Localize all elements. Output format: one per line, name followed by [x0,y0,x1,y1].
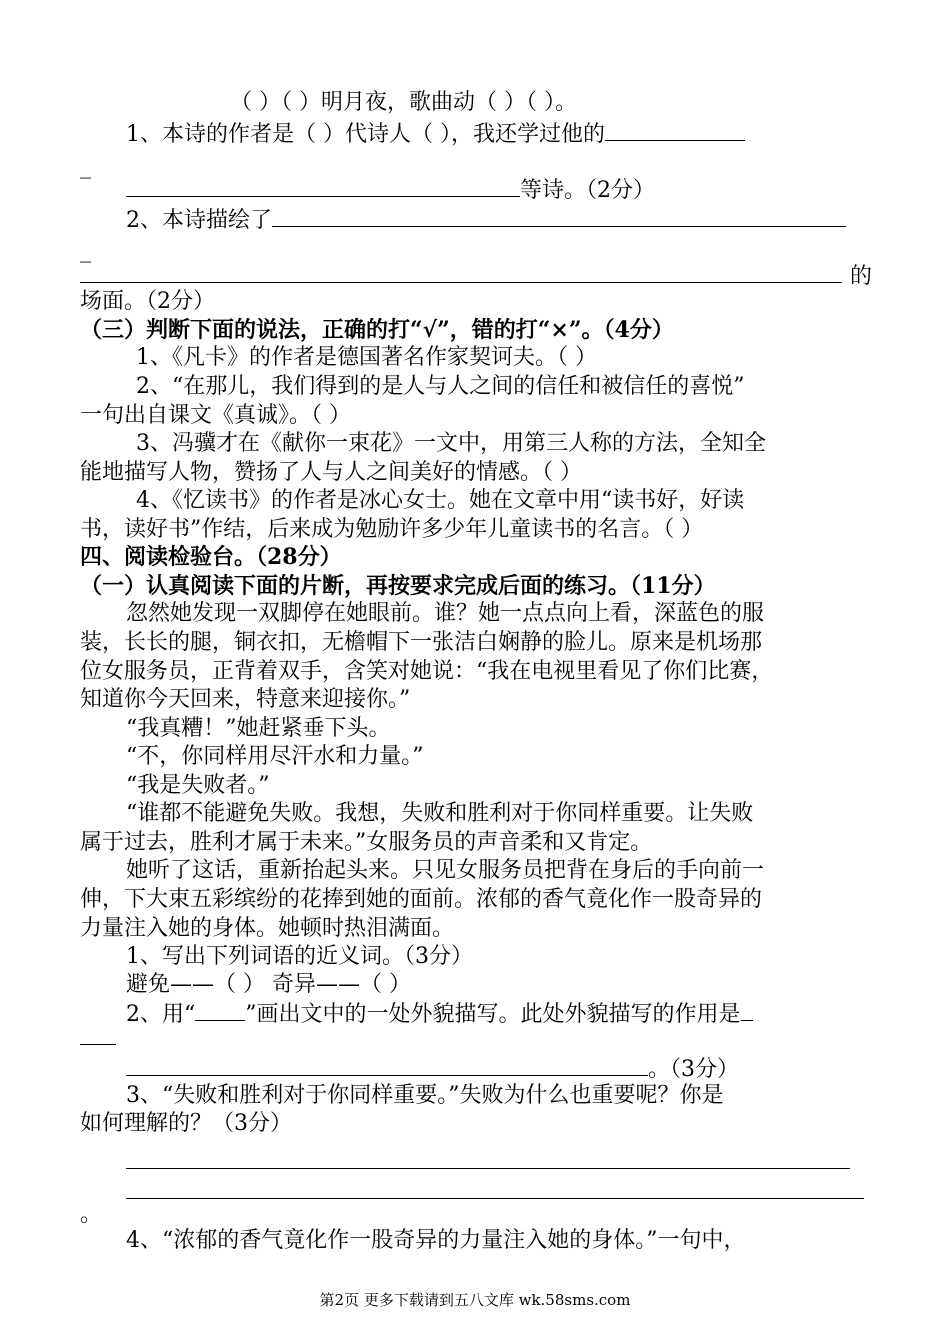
passage-line: “我是失败者。” [126,773,270,798]
wrap-mark [80,1022,880,1054]
passage-line: 她听了这话，重新抬起头来。只见女服务员把背在身后的手向前一 [126,858,765,883]
passage-line: 位女服务员，正背着双手，含笑对她说：“我在电视里看见了你们比赛， [80,659,774,684]
answer-blank[interactable] [605,118,745,141]
subsection-heading: （一）认真阅读下面的片断，再按要求完成后面的练习。（11分） [80,573,716,599]
judge-item-3-cont: 能地描写人物，赞扬了人与人之间美好的情感。（ ） [80,460,582,485]
passage-line: “不，你同样用尽汗水和力量。” [126,744,424,769]
reading-question-3: 3、“失败和胜利对于你同样重要。”失败为什么也重要呢？你是 [126,1083,724,1108]
question-2-end: 场面。（2分） [80,289,215,314]
answer-blank[interactable] [126,1176,864,1199]
judge-item-3: 3、冯骥才在《献你一束花》一文中，用第三人称的方法，全知全 [136,431,766,456]
passage-line: 知道你今天回来，特意来迎接你。” [80,687,411,712]
answer-blank[interactable] [741,998,753,1021]
page-footer: 第2页 更多下载请到五八文库 wk.58sms.com [319,1291,631,1309]
synonym-fill: 避免——（ ） 奇异——（ ） [126,972,411,997]
judge-item-4: 4、《忆读书》的作者是冰心女士。她在文章中用“读书好，好读 [136,488,745,513]
answer-blank[interactable] [126,1146,850,1169]
passage-line: 伸，下大束五彩缤纷的花捧到她的面前。浓郁的香气竟化作一股奇异的 [80,887,763,912]
wrap-mark: _ [80,154,91,179]
question-1: 1、本诗的作者是（ ）代诗人（ ），我还学过他的 [126,118,926,150]
judge-item-2: 2、“在那儿，我们得到的是人与人之间的信任和被信任的喜悦” [136,374,745,399]
judge-item-2-cont: 一句出自课文《真诚》。（ ） [80,403,351,428]
answer-line[interactable] [126,1146,926,1178]
answer-blank[interactable] [126,1053,648,1076]
answer-blank[interactable] [126,174,520,197]
reading-question-2-cont: 。（3分） [126,1053,926,1085]
answer-end: 。 [80,1202,103,1227]
passage-line: “谁都不能避免失败。我想，失败和胜利对于你同样重要。让失败 [126,801,754,826]
question-1-cont: 等诗。（2分） [126,174,926,206]
reading-question-2: 2、用“ ”画出文中的一处外貌描写。此处外貌描写的作用是 [126,998,926,1030]
passage-line: 装，长长的腿，铜衣扣，无檐帽下一张洁白娴静的脸儿。原来是机场那 [80,630,763,655]
judge-item-4-cont: 书，读好书”作结，后来成为勉励许多少年儿童读书的名言。（ ） [80,517,704,542]
judge-item-1: 1、《凡卡》的作者是德国著名作家契诃夫。（ ） [136,345,597,370]
answer-blank[interactable] [80,1022,116,1045]
answer-blank[interactable] [80,260,842,283]
passage-line: 忽然她发现一双脚停在她眼前。谁？她一点点向上看，深蓝色的服 [126,601,765,626]
section-heading-reading: 四、阅读检验台。（28分） [80,544,342,570]
question-2: 2、本诗描绘了 [126,204,926,236]
wrap-mark: _ [80,238,91,263]
poem-line: （ ）（ ）明月夜，歌曲动（ ）（ ）。 [230,90,577,115]
reading-question-3-cont: 如何理解的？（3分） [80,1111,292,1136]
reading-question-1: 1、写出下列词语的近义词。（3分） [126,944,473,969]
question-2-cont: 的 [80,260,880,292]
answer-blank[interactable] [272,204,846,227]
reading-question-4: 4、“浓郁的香气竟化作一股奇异的力量注入她的身体。”一句中， [126,1228,746,1253]
passage-line: “我真糟！”她赶紧垂下头。 [126,716,391,741]
passage-line: 力量注入她的身体。她顿时热泪满面。 [80,916,455,941]
underline-sample [195,998,245,1021]
section-heading-judge: （三）判断下面的说法，正确的打“√”，错的打“×”。（4分） [80,317,674,343]
passage-line: 属于过去，胜利才属于未来。”女服务员的声音柔和又肯定。 [80,830,653,855]
